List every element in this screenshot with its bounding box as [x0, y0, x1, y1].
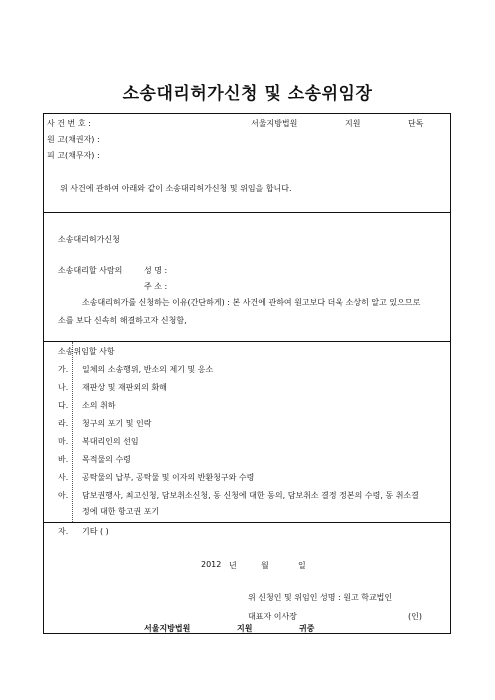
delegation-item-mark: 가.: [58, 365, 69, 374]
delegation-item-text: 소의 취하: [82, 401, 116, 410]
delegation-item-text: 공탁물의 납부, 공탁물 및 이자의 반환청구와 수령: [82, 473, 255, 482]
reason-line-1: 소송대리허가를 신청하는 이유(간단하게) : 본 사건에 관하여 원고보다 더욱 소상히 알고 있으므로: [82, 298, 421, 307]
delegation-item-mark: 자.: [58, 527, 69, 536]
reason-line-2: 소를 보다 신속히 해결하고자 신청함,: [58, 316, 187, 325]
case-panel: 단독: [408, 119, 424, 128]
delegation-item-mark: 다.: [58, 401, 69, 410]
case-number-label: 사 건 번 호 :: [47, 119, 91, 128]
divider-application: [44, 341, 450, 342]
divider-case: [44, 212, 450, 213]
agent-name-label: 성 명 :: [144, 266, 168, 275]
seal-mark: (인): [408, 612, 422, 621]
delegation-item-mark: 마.: [58, 437, 69, 446]
date-month-unit: 월: [261, 561, 269, 570]
case-branch: 지원: [345, 119, 361, 128]
delegation-item-text: 목적물의 수령: [82, 455, 131, 464]
signatory-line-1: 위 신청인 및 위임인 성명 : 원고 학교법인: [248, 593, 393, 602]
delegation-item-text: 일체의 소송행위, 반소의 제기 및 응소: [82, 365, 214, 374]
item-column-guide: [72, 342, 73, 522]
date-year-unit: 년: [229, 561, 237, 570]
application-heading: 소송대리허가신청: [58, 235, 120, 244]
date-year: 2012: [201, 560, 222, 569]
delegation-item-text: 담보권행사, 최고신청, 담보취소신청, 동 신청에 대한 동의, 담보취소 결정 정본의 수령, 동 취소결: [82, 491, 419, 500]
delegation-item-text: 청구의 포기 및 인락: [82, 419, 152, 428]
plaintiff-label: 원 고(채권자) :: [47, 135, 100, 144]
page-title: 소송대리허가신청 및 소송위임장: [122, 84, 373, 104]
delegation-item-mark: 나.: [58, 383, 69, 392]
case-court: 서울지방법원: [251, 119, 298, 128]
signatory-line-2: 대표자 이사장: [248, 612, 297, 621]
footer-court: 서울지방법원: [144, 624, 191, 633]
delegation-item-text: 정에 대한 항고권 포기: [82, 507, 160, 516]
divider-delegation: [44, 522, 450, 523]
delegation-item-mark: 아.: [58, 491, 69, 500]
delegation-item-text: 복대리인의 선임: [82, 437, 139, 446]
form-table: [43, 113, 451, 634]
footer-recipient: 귀중: [299, 624, 315, 633]
delegation-item-text: 재판상 및 재판외의 화해: [82, 383, 167, 392]
agent-address-label: 주 소 :: [144, 282, 168, 291]
defendant-label: 피 고(채무자) :: [47, 151, 100, 160]
delegation-item-mark: 바.: [58, 455, 69, 464]
agent-label: 소송대리할 사람의: [58, 266, 123, 275]
case-statement: 위 사건에 관하여 아래와 같이 소송대리허가신청 및 위임을 합니다.: [60, 184, 292, 193]
delegation-heading: 소송위임할 사항: [58, 347, 115, 356]
delegation-item-mark: 사.: [58, 473, 69, 482]
date-day-unit: 일: [298, 561, 306, 570]
footer-branch: 지원: [237, 624, 253, 633]
delegation-item-mark: 라.: [58, 419, 69, 428]
delegation-item-text: 기타 ( ): [82, 527, 109, 536]
